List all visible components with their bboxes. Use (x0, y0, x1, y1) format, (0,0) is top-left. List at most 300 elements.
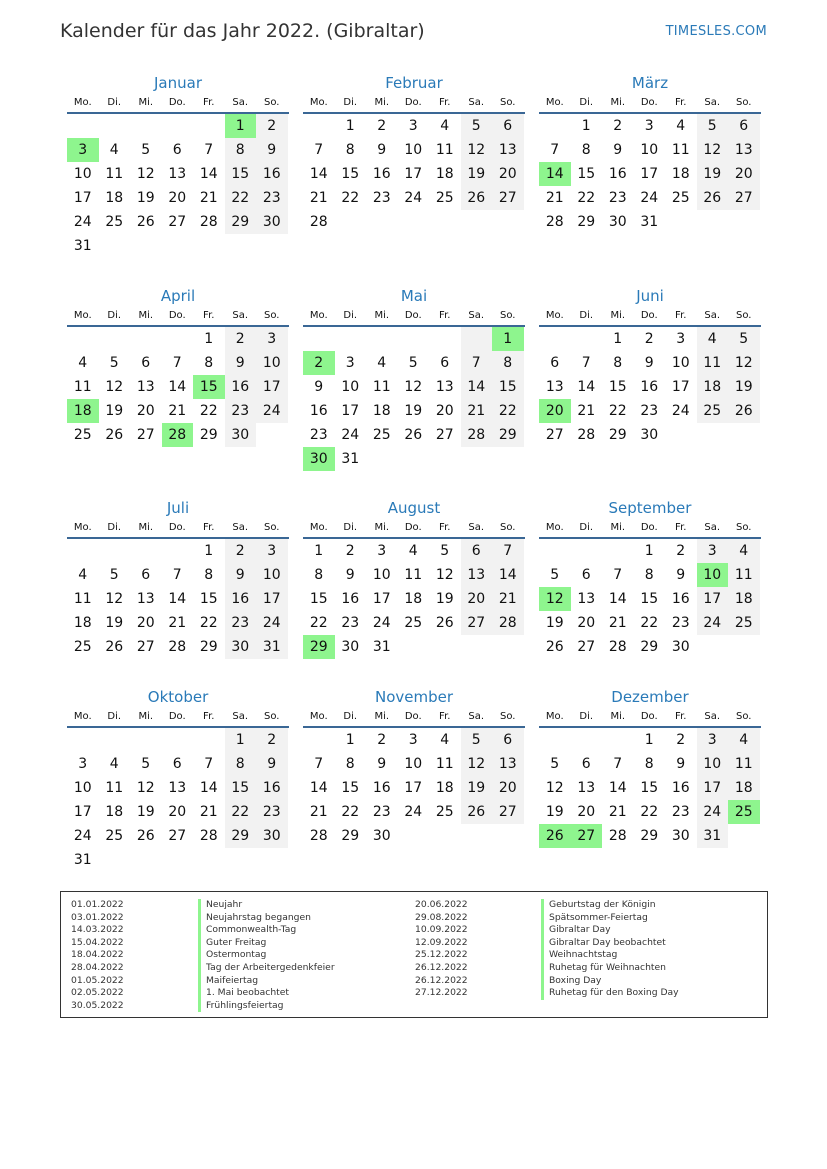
day-cell: 15 (193, 375, 225, 399)
day-cell: 25 (372, 427, 391, 443)
holiday-date: 29.08.2022 (415, 911, 468, 923)
day-grid (303, 114, 525, 234)
day-cell: 30 (341, 639, 360, 655)
weekday-label: So. (264, 711, 280, 722)
weekday-label: Do. (404, 522, 422, 533)
empty-day-cell (225, 848, 257, 872)
day-cell: 8 (204, 567, 214, 583)
weekday-label: Fr. (439, 97, 451, 108)
day-cell: 31 (640, 214, 659, 230)
day-grid (67, 728, 289, 872)
weekday-label: Do. (640, 522, 658, 533)
day-cell: 5 (461, 728, 493, 752)
month-name: April (160, 287, 196, 305)
day-cell: 11 (73, 591, 92, 607)
weekday-label: Fr. (439, 711, 451, 722)
day-cell: 2 (303, 351, 335, 375)
day-cell: 15 (492, 375, 524, 399)
weekday-label: So. (264, 310, 280, 321)
month-name: März (631, 74, 669, 92)
holiday-date: 01.05.2022 (71, 974, 124, 986)
day-cell: 14 (539, 162, 571, 186)
day-cell: 28 (608, 639, 627, 655)
weekday-label: Mo. (545, 711, 564, 722)
day-cell: 7 (172, 567, 182, 583)
weekday-label: Di. (107, 711, 122, 722)
empty-day-cell (697, 635, 729, 659)
day-cell: 18 (697, 375, 729, 399)
day-cell: 16 (372, 780, 391, 796)
day-cell: 20 (539, 399, 571, 423)
day-cell: 8 (581, 142, 591, 158)
day-cell: 25 (73, 639, 92, 655)
empty-day-cell (162, 327, 194, 351)
month-block (303, 72, 525, 234)
weekday-label: Mi. (138, 522, 154, 533)
empty-day-cell (492, 447, 524, 471)
empty-day-cell (461, 635, 493, 659)
month-name: September (608, 499, 692, 517)
weekday-header (67, 307, 289, 327)
day-cell: 14 (168, 379, 187, 395)
day-cell: 17 (640, 166, 659, 182)
day-cell: 13 (492, 138, 524, 162)
day-cell: 2 (676, 732, 686, 748)
weekday-label: Di. (343, 310, 358, 321)
day-cell: 21 (168, 403, 187, 419)
day-cell: 26 (404, 427, 423, 443)
day-cell: 23 (640, 403, 659, 419)
day-cell: 11 (404, 567, 423, 583)
weekday-label: Do. (404, 310, 422, 321)
day-cell: 8 (314, 567, 324, 583)
day-cell: 4 (440, 118, 450, 134)
day-cell: 12 (539, 587, 571, 611)
day-cell: 21 (309, 804, 328, 820)
weekday-label: Do. (168, 310, 186, 321)
day-cell: 4 (676, 118, 686, 134)
day-cell: 7 (613, 567, 623, 583)
weekday-label: Fr. (439, 310, 451, 321)
weekday-header (539, 519, 761, 539)
empty-day-cell (571, 539, 603, 563)
weekday-label: Fr. (675, 711, 687, 722)
weekday-label: Mo. (309, 97, 328, 108)
day-cell: 20 (728, 162, 760, 186)
weekday-label: Di. (579, 310, 594, 321)
day-cell: 10 (697, 563, 729, 587)
day-cell: 31 (73, 852, 92, 868)
weekday-label: Mi. (374, 97, 390, 108)
weekday-label: Mo. (545, 310, 564, 321)
day-cell: 20 (492, 776, 524, 800)
day-cell: 16 (671, 780, 690, 796)
day-cell: 7 (204, 756, 214, 772)
holiday-date: 26.12.2022 (415, 961, 468, 973)
weekday-label: Fr. (675, 97, 687, 108)
day-cell: 8 (345, 142, 355, 158)
day-cell: 1 (345, 118, 355, 134)
day-cell: 12 (105, 379, 124, 395)
weekday-label: So. (500, 522, 516, 533)
day-cell: 3 (408, 118, 418, 134)
day-cell: 24 (697, 800, 729, 824)
day-cell: 2 (345, 543, 355, 559)
weekday-label: So. (264, 522, 280, 533)
day-cell: 17 (697, 587, 729, 611)
weekday-header (539, 94, 761, 114)
day-cell: 29 (199, 639, 218, 655)
day-cell: 3 (377, 543, 387, 559)
day-cell: 7 (492, 539, 524, 563)
empty-day-cell (429, 210, 461, 234)
weekday-label: Sa. (232, 97, 249, 108)
day-cell: 31 (73, 238, 92, 254)
day-cell: 6 (728, 114, 760, 138)
empty-day-cell (67, 539, 99, 563)
weekday-label: Do. (640, 711, 658, 722)
day-cell: 2 (225, 327, 257, 351)
empty-day-cell (697, 210, 729, 234)
day-cell: 3 (78, 756, 88, 772)
holiday-names-column-2 (541, 899, 679, 1000)
day-cell: 22 (341, 804, 360, 820)
day-cell: 3 (697, 728, 729, 752)
day-cell: 13 (435, 379, 454, 395)
day-cell: 15 (341, 780, 360, 796)
day-cell: 30 (303, 447, 335, 471)
holiday-name: Boxing Day (541, 975, 679, 988)
day-cell: 12 (105, 591, 124, 607)
empty-day-cell (665, 423, 697, 447)
day-cell: 12 (461, 138, 493, 162)
day-cell: 17 (404, 780, 423, 796)
empty-day-cell (99, 539, 131, 563)
weekday-label: So. (500, 711, 516, 722)
day-cell: 6 (581, 756, 591, 772)
day-cell: 22 (225, 186, 257, 210)
day-cell: 30 (671, 828, 690, 844)
empty-day-cell (256, 848, 288, 872)
weekday-label: Sa. (232, 522, 249, 533)
day-cell: 17 (404, 166, 423, 182)
holiday-date: 30.05.2022 (71, 999, 124, 1011)
day-cell: 2 (256, 114, 288, 138)
empty-day-cell (492, 824, 524, 848)
day-cell: 13 (577, 780, 596, 796)
day-cell: 21 (199, 804, 218, 820)
day-cell: 8 (225, 752, 257, 776)
weekday-label: Mi. (610, 97, 626, 108)
day-grid (303, 728, 525, 848)
day-cell: 23 (225, 399, 257, 423)
month-block (539, 497, 761, 659)
day-cell: 1 (314, 543, 324, 559)
empty-day-cell (571, 327, 603, 351)
empty-day-cell (225, 234, 257, 258)
day-cell: 24 (256, 611, 288, 635)
day-grid (303, 539, 525, 659)
month-block (67, 285, 289, 447)
day-cell: 5 (461, 114, 493, 138)
day-cell: 25 (73, 427, 92, 443)
day-cell: 10 (256, 563, 288, 587)
day-cell: 16 (341, 591, 360, 607)
day-cell: 9 (613, 142, 623, 158)
day-cell: 22 (225, 800, 257, 824)
day-cell: 26 (539, 824, 571, 848)
weekday-label: Mi. (138, 97, 154, 108)
weekday-label: Mi. (610, 522, 626, 533)
day-cell: 30 (225, 635, 257, 659)
empty-day-cell (398, 824, 430, 848)
day-cell: 9 (676, 567, 686, 583)
day-cell: 18 (404, 591, 423, 607)
weekday-label: Di. (579, 97, 594, 108)
weekday-label: So. (736, 310, 752, 321)
day-cell: 31 (341, 451, 360, 467)
day-cell: 8 (345, 756, 355, 772)
day-cell: 30 (372, 828, 391, 844)
day-cell: 27 (136, 427, 155, 443)
day-cell: 25 (105, 214, 124, 230)
holiday-date: 12.09.2022 (415, 936, 468, 948)
day-cell: 21 (608, 615, 627, 631)
day-cell: 24 (73, 828, 92, 844)
day-cell: 6 (141, 567, 151, 583)
day-cell: 19 (728, 375, 760, 399)
day-cell: 16 (309, 403, 328, 419)
holiday-date: 14.03.2022 (71, 924, 124, 936)
day-cell: 26 (461, 186, 493, 210)
day-grid (539, 114, 761, 234)
weekday-header (539, 307, 761, 327)
weekday-label: Sa. (468, 310, 485, 321)
day-cell: 27 (492, 800, 524, 824)
day-cell: 26 (461, 800, 493, 824)
day-cell: 11 (73, 379, 92, 395)
day-cell: 12 (404, 379, 423, 395)
month-name: Oktober (147, 688, 209, 706)
day-cell: 18 (372, 403, 391, 419)
empty-day-cell (130, 728, 162, 752)
day-cell: 7 (314, 142, 324, 158)
empty-day-cell (67, 327, 99, 351)
weekday-label: Mi. (138, 711, 154, 722)
day-cell: 5 (697, 114, 729, 138)
day-cell: 19 (105, 615, 124, 631)
day-cell: 6 (440, 355, 450, 371)
day-cell: 30 (640, 427, 659, 443)
day-cell: 23 (671, 804, 690, 820)
day-cell: 20 (136, 403, 155, 419)
day-cell: 16 (608, 166, 627, 182)
empty-day-cell (162, 539, 194, 563)
day-cell: 6 (461, 539, 493, 563)
day-cell: 19 (136, 190, 155, 206)
day-cell: 23 (341, 615, 360, 631)
weekday-header (67, 519, 289, 539)
holiday-date: 20.06.2022 (415, 899, 468, 910)
day-cell: 17 (372, 591, 391, 607)
day-cell: 19 (105, 403, 124, 419)
holiday-name: Tag der Arbeitergedenkfeier (198, 962, 335, 975)
brand-link[interactable]: TIMESLES.COM (665, 24, 767, 39)
weekday-label: Do. (640, 97, 658, 108)
weekday-label: Do. (168, 711, 186, 722)
day-cell: 24 (404, 190, 423, 206)
weekday-label: Do. (404, 711, 422, 722)
day-cell: 28 (199, 214, 218, 230)
day-cell: 9 (377, 142, 387, 158)
day-grid (303, 327, 525, 471)
weekday-header (67, 94, 289, 114)
empty-day-cell (697, 423, 729, 447)
day-cell: 27 (168, 828, 187, 844)
day-cell: 14 (168, 591, 187, 607)
day-cell: 6 (550, 355, 560, 371)
day-cell: 8 (204, 355, 214, 371)
day-cell: 21 (608, 804, 627, 820)
weekday-label: Do. (168, 522, 186, 533)
empty-day-cell (256, 234, 288, 258)
day-cell: 7 (172, 355, 182, 371)
day-cell: 25 (435, 804, 454, 820)
day-cell: 13 (136, 379, 155, 395)
day-cell: 24 (640, 190, 659, 206)
day-cell: 11 (435, 142, 454, 158)
weekday-label: Sa. (704, 711, 721, 722)
day-cell: 8 (492, 351, 524, 375)
day-cell: 13 (136, 591, 155, 607)
day-cell: 10 (640, 142, 659, 158)
day-cell: 10 (404, 142, 423, 158)
day-cell: 26 (697, 186, 729, 210)
empty-day-cell (130, 848, 162, 872)
weekday-label: Do. (640, 310, 658, 321)
day-cell: 28 (309, 214, 328, 230)
empty-day-cell (492, 635, 524, 659)
day-cell: 25 (404, 615, 423, 631)
day-cell: 14 (577, 379, 596, 395)
day-cell: 26 (728, 399, 760, 423)
day-cell: 16 (225, 375, 257, 399)
empty-day-cell (398, 327, 430, 351)
day-cell: 15 (309, 591, 328, 607)
day-grid (67, 539, 289, 659)
day-cell: 19 (435, 591, 454, 607)
day-cell: 27 (168, 214, 187, 230)
day-cell: 1 (613, 331, 623, 347)
empty-day-cell (99, 848, 131, 872)
day-cell: 22 (577, 190, 596, 206)
day-cell: 13 (168, 166, 187, 182)
empty-day-cell (461, 824, 493, 848)
day-grid (539, 327, 761, 447)
day-cell: 11 (435, 756, 454, 772)
day-cell: 7 (581, 355, 591, 371)
day-cell: 8 (613, 355, 623, 371)
holiday-name: 1. Mai beobachtet (198, 987, 335, 1000)
empty-day-cell (99, 327, 131, 351)
empty-day-cell (366, 447, 398, 471)
empty-day-cell (429, 447, 461, 471)
month-block (539, 72, 761, 234)
day-cell: 17 (256, 587, 288, 611)
day-cell: 22 (608, 403, 627, 419)
day-cell: 31 (697, 824, 729, 848)
day-cell: 26 (136, 828, 155, 844)
day-cell: 24 (697, 611, 729, 635)
day-cell: 14 (608, 780, 627, 796)
day-cell: 21 (309, 190, 328, 206)
month-name: Mai (400, 287, 428, 305)
day-grid (539, 539, 761, 659)
empty-day-cell (162, 234, 194, 258)
empty-day-cell (728, 824, 760, 848)
day-cell: 27 (136, 639, 155, 655)
day-cell: 6 (492, 728, 524, 752)
holiday-names-column-1 (198, 899, 335, 1012)
day-cell: 11 (697, 351, 729, 375)
day-cell: 15 (225, 776, 257, 800)
holiday-name: Frühlingsfeiertag (198, 1000, 335, 1013)
weekday-label: Mo. (309, 522, 328, 533)
month-block (539, 285, 761, 447)
day-cell: 25 (697, 399, 729, 423)
weekday-label: Fr. (675, 522, 687, 533)
day-cell: 9 (256, 752, 288, 776)
day-cell: 16 (671, 591, 690, 607)
holiday-name: Neujahr (198, 899, 335, 912)
day-cell: 22 (640, 804, 659, 820)
weekday-label: So. (736, 522, 752, 533)
day-cell: 20 (577, 804, 596, 820)
day-cell: 6 (141, 355, 151, 371)
weekday-label: Di. (343, 522, 358, 533)
day-grid (539, 728, 761, 848)
month-name: Januar (154, 74, 202, 92)
day-cell: 5 (408, 355, 418, 371)
day-cell: 18 (67, 399, 99, 423)
weekday-label: Mi. (374, 310, 390, 321)
day-cell: 21 (492, 587, 524, 611)
day-cell: 3 (256, 327, 288, 351)
day-cell: 15 (640, 780, 659, 796)
day-cell: 28 (309, 828, 328, 844)
holiday-name: Ostermontag (198, 949, 335, 962)
day-cell: 29 (577, 214, 596, 230)
day-cell: 23 (225, 611, 257, 635)
empty-day-cell (539, 114, 571, 138)
day-cell: 14 (492, 563, 524, 587)
day-cell: 18 (105, 804, 124, 820)
holiday-date: 25.12.2022 (415, 949, 468, 961)
day-cell: 15 (640, 591, 659, 607)
day-cell: 19 (461, 162, 493, 186)
day-cell: 27 (577, 639, 596, 655)
day-cell: 16 (256, 776, 288, 800)
weekday-label: Mo. (73, 522, 92, 533)
day-cell: 14 (199, 780, 218, 796)
day-cell: 29 (199, 427, 218, 443)
day-cell: 29 (341, 828, 360, 844)
day-cell: 13 (545, 379, 564, 395)
day-cell: 29 (640, 828, 659, 844)
day-cell: 30 (608, 214, 627, 230)
day-cell: 5 (550, 756, 560, 772)
weekday-label: Di. (343, 97, 358, 108)
